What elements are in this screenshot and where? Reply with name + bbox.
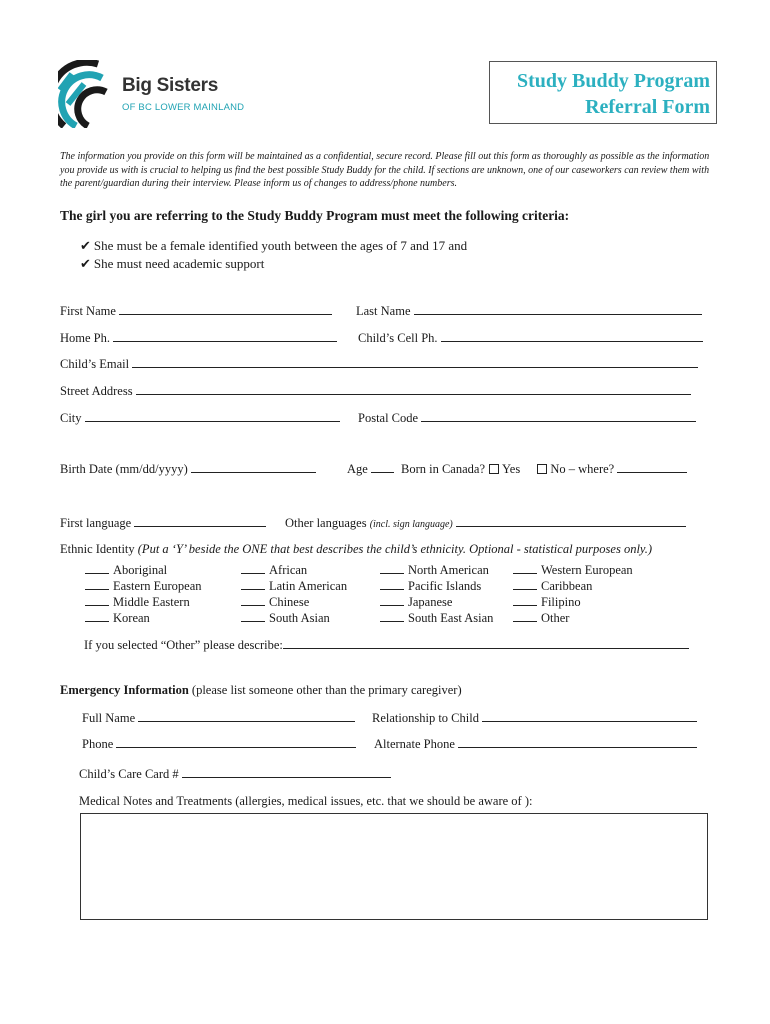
ethnic-blank[interactable]: [85, 595, 109, 606]
emergency-full-name-label: Full Name: [82, 711, 136, 725]
ethnic-column-1: [85, 563, 202, 627]
ethnic-option: South East Asian: [408, 611, 494, 625]
ethnic-option: African: [269, 563, 308, 577]
home-phone-field[interactable]: [113, 330, 337, 342]
street-address-label: Street Address: [60, 384, 133, 398]
ethnic-column-3: [380, 563, 493, 627]
emergency-phone-label: Phone: [82, 737, 114, 751]
ethnic-blank[interactable]: [241, 595, 265, 606]
yes-label: Yes: [502, 462, 521, 476]
postal-code-label: Postal Code: [358, 411, 419, 425]
child-email-label: Child’s Email: [60, 357, 130, 371]
checkmark-icon: ✔: [80, 256, 91, 271]
intro-text: The information you provide on this form will be maintained as a confidential, secure record. Please fill out this form as thoroughly as possible as the information you provide us with is crucial to helping us find the best possible Study Buddy for the child. If sections are unknown, one of our caseworkers can review them with the parent/guardian during their interview. Please inform us of changes to address/phone numbers.: [60, 151, 710, 189]
child-cell-label: Child’s Cell Ph.: [358, 331, 438, 345]
street-address-field[interactable]: [136, 383, 691, 395]
first-name-label: First Name: [60, 304, 116, 318]
first-language-field[interactable]: [134, 515, 266, 527]
ethnic-blank[interactable]: [380, 563, 404, 574]
ethnic-option: Korean: [113, 611, 150, 625]
city-label: City: [60, 411, 82, 425]
ethnic-option: South Asian: [269, 611, 330, 625]
yes-checkbox[interactable]: [489, 464, 499, 474]
age-label: Age: [347, 462, 368, 476]
ethnic-option: Pacific Islands: [408, 579, 482, 593]
care-card-field[interactable]: [182, 766, 391, 778]
ethnic-blank[interactable]: [380, 579, 404, 590]
ethnic-blank[interactable]: [85, 579, 109, 590]
no-where-label: No – where?: [550, 462, 615, 476]
ethnic-option: Filipino: [541, 595, 581, 609]
ethnic-option: Latin American: [269, 579, 348, 593]
medical-notes-box[interactable]: [80, 813, 708, 920]
ethnic-blank[interactable]: [380, 595, 404, 606]
criteria-item: [80, 256, 264, 272]
ethnic-blank[interactable]: [380, 611, 404, 622]
medical-notes-label: Medical Notes and Treatments (allergies, medical issues, etc. that we should be aware of ):: [79, 794, 533, 808]
ethnic-option: Other: [541, 611, 570, 625]
criteria-item-text: She must need academic support: [93, 256, 265, 271]
ethnic-blank[interactable]: [513, 595, 537, 606]
emergency-full-name-field[interactable]: [138, 710, 355, 722]
last-name-field[interactable]: [414, 303, 702, 315]
emergency-phone-field[interactable]: [116, 736, 356, 748]
criteria-heading: The girl you are referring to the Study Buddy Program must meet the following criteria:: [60, 208, 570, 223]
other-describe-field[interactable]: [283, 637, 689, 649]
big-sisters-logo-icon: [58, 60, 120, 128]
ethnic-blank[interactable]: [241, 611, 265, 622]
ethnic-identity-note: (Put a ‘Y’ beside the ONE that best describes the child’s ethnicity. Optional - statistical purposes only.): [137, 542, 653, 556]
no-where-field[interactable]: [617, 461, 687, 473]
last-name-label: Last Name: [356, 304, 411, 318]
ethnic-option: Eastern European: [113, 579, 202, 593]
city-field[interactable]: [85, 410, 340, 422]
emergency-heading: Emergency Information: [60, 683, 189, 697]
first-language-label: First language: [60, 516, 132, 530]
alternate-phone-field[interactable]: [458, 736, 697, 748]
other-describe-label: If you selected “Other” please describe:: [84, 638, 283, 652]
form-title-line2: Referral Form: [585, 96, 710, 118]
first-name-field[interactable]: [119, 303, 332, 315]
ethnic-column-2: [241, 563, 347, 627]
form-title-box: [489, 61, 717, 124]
ethnic-blank[interactable]: [241, 579, 265, 590]
ethnic-blank[interactable]: [85, 611, 109, 622]
relationship-field[interactable]: [482, 710, 697, 722]
child-email-field[interactable]: [132, 356, 698, 368]
ethnic-identity-label: Ethnic Identity: [60, 542, 135, 556]
ethnic-option: Middle Eastern: [113, 595, 190, 609]
criteria-item-text: She must be a female identified youth between the ages of 7 and 17 and: [93, 238, 468, 253]
ethnic-option: Japanese: [408, 595, 453, 609]
alternate-phone-label: Alternate Phone: [374, 737, 455, 751]
ethnic-option: North American: [408, 563, 489, 577]
postal-code-field[interactable]: [421, 410, 696, 422]
other-languages-note: (incl. sign language): [369, 519, 453, 530]
logo-subtitle: OF BC LOWER MAINLAND: [122, 102, 245, 113]
no-checkbox[interactable]: [537, 464, 547, 474]
ethnic-blank[interactable]: [513, 563, 537, 574]
logo-name: Big Sisters: [122, 75, 218, 96]
other-languages-label: Other languages: [285, 516, 367, 530]
ethnic-blank[interactable]: [241, 563, 265, 574]
birth-date-field[interactable]: [191, 461, 316, 473]
criteria-item: [80, 238, 467, 254]
ethnic-blank[interactable]: [513, 579, 537, 590]
ethnic-option: Caribbean: [541, 579, 593, 593]
ethnic-option: Aboriginal: [113, 563, 168, 577]
form-title-line1: Study Buddy Program: [516, 70, 710, 92]
relationship-label: Relationship to Child: [372, 711, 479, 725]
ethnic-blank[interactable]: [85, 563, 109, 574]
birth-date-label: Birth Date (mm/dd/yyyy): [60, 462, 188, 476]
emergency-note: (please list someone other than the primary caregiver): [191, 683, 462, 697]
home-phone-label: Home Ph.: [60, 331, 110, 345]
child-cell-field[interactable]: [441, 330, 703, 342]
other-languages-field[interactable]: [456, 515, 686, 527]
checkmark-icon: ✔: [80, 238, 91, 253]
ethnic-column-4: [513, 563, 633, 627]
born-in-canada-label: Born in Canada?: [401, 462, 486, 476]
ethnic-option: Western European: [541, 563, 633, 577]
care-card-label: Child’s Care Card #: [79, 767, 179, 781]
age-field[interactable]: [371, 461, 394, 473]
ethnic-option: Chinese: [269, 595, 310, 609]
ethnic-blank[interactable]: [513, 611, 537, 622]
